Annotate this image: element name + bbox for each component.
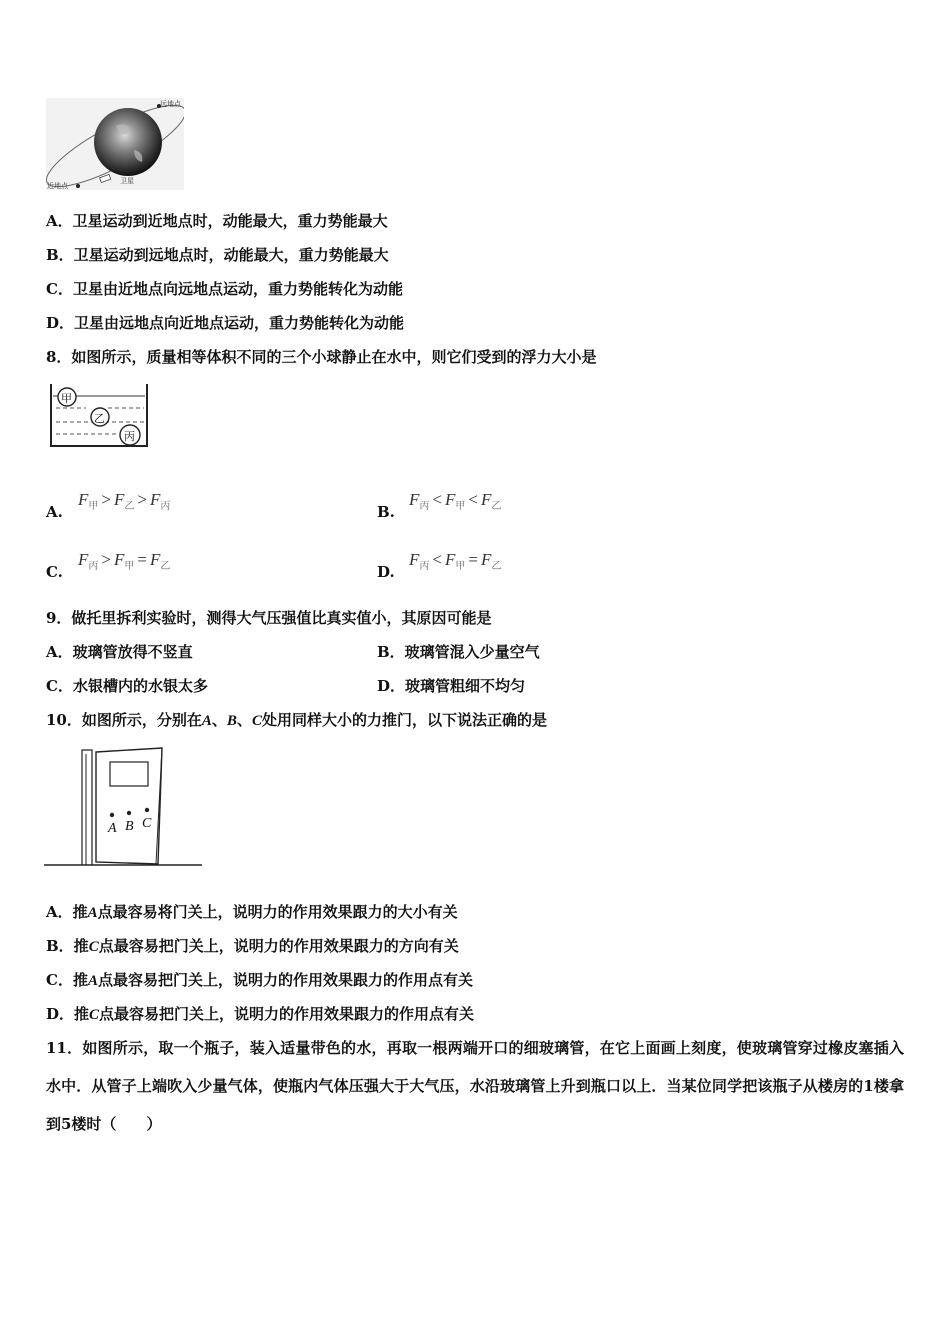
q9-option-c: C．水银槽内的水银太多 (46, 677, 208, 695)
ball-bing: 丙 (124, 430, 135, 443)
q7-option-a: A．卫星运动到近地点时，动能最大，重力势能最大 (46, 212, 388, 230)
q10-stem: 10．如图所示，分别在A、B、C处用同样大小的力推门，以下说法正确的是 (46, 711, 547, 729)
q8-option-a-label: A. (46, 503, 63, 521)
q10-option-c: C．推A点最容易把门关上，说明力的作用效果跟力的作用点有关 (46, 971, 473, 989)
q9-option-a: A．玻璃管放得不竖直 (46, 643, 193, 661)
q8-option-b-label: B. (377, 503, 395, 521)
q7-option-d: D．卫星由远地点向近地点运动，重力势能转化为动能 (46, 314, 405, 332)
q8-option-c-label: C. (46, 563, 63, 581)
q10-option-a: A．推A点最容易将门关上，说明力的作用效果跟力的大小有关 (46, 903, 458, 921)
satellite-label: 卫星 (120, 177, 134, 185)
q8-option-d-label: D. (377, 563, 395, 581)
q9-option-b: B．玻璃管混入少量空气 (377, 643, 540, 661)
door-point-a: A (108, 821, 117, 836)
ball-jia: 甲 (61, 392, 72, 405)
far-point-label: 远地点 (160, 100, 181, 108)
q9-stem: 9．做托里拆利实验时，测得大气压强值比真实值小，其原因可能是 (46, 609, 492, 627)
ball-yi: 乙 (94, 412, 105, 425)
q8-option-b-formula: $F_丙 < F_甲 < F_乙$ (409, 490, 502, 512)
near-point-label: 近地点 (47, 182, 68, 190)
q10-option-d: D．推C点最容易把门关上，说明力的作用效果跟力的作用点有关 (46, 1005, 475, 1023)
q11-stem: 11．如图所示，取一个瓶子，装入适量带色的水，再取一根两端开口的细玻璃管，在它上面画上刻度，使玻璃管穿过橡皮塞插入水中．从管子上端吹入少量气体，使瓶内气体压强大于大气压，水沿玻璃管上升到瓶口以上．当某位同学把该瓶子从楼房的1楼拿到5楼时（ ） (46, 1039, 904, 1133)
q8-stem: 8．如图所示，质量相等体积不同的三个小球静止在水中，则它们受到的浮力大小是 (46, 348, 597, 366)
door-point-b: B (125, 819, 134, 834)
door-figure (44, 744, 204, 868)
door-point-c: C (142, 816, 152, 831)
q7-option-b: B．卫星运动到远地点时，动能最大，重力势能最大 (46, 246, 389, 264)
q8-option-c-formula: $F_丙 > F_甲 = F_乙$ (78, 550, 171, 572)
q8-option-a-formula: $F_甲 > F_乙 > F_丙$ (78, 490, 171, 512)
q10-option-b: B．推C点最容易把门关上，说明力的作用效果跟力的方向有关 (46, 937, 459, 955)
q7-option-c: C．卫星由近地点向远地点运动，重力势能转化为动能 (46, 280, 403, 298)
water-tank-figure (48, 382, 150, 450)
satellite-orbit-figure (46, 98, 184, 190)
q9-option-d: D．玻璃管粗细不均匀 (377, 677, 526, 695)
q8-option-d-formula: $F_丙 < F_甲 = F_乙$ (409, 550, 502, 572)
